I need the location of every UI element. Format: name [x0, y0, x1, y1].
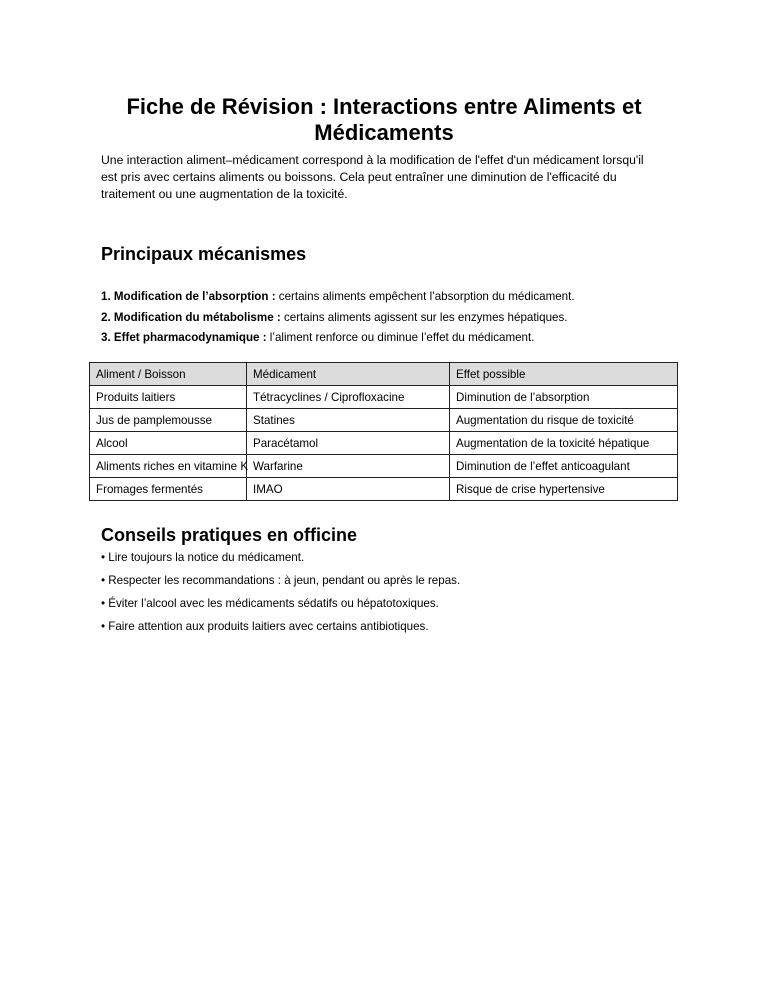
tips-heading: Conseils pratiques en officine [101, 525, 358, 545]
column-header: Médicament [247, 363, 450, 386]
table-header-row [90, 363, 678, 386]
mechanism-text: l’aliment renforce ou diminue l’effet du médicament. [266, 331, 535, 344]
mechanism-label: 3. Effet pharmacodynamique : [101, 331, 267, 344]
mechanism-label: 1. Modification de l’absorption : [101, 290, 276, 303]
mechanism-text: certains aliments agissent sur les enzymes hépatiques. [280, 310, 568, 324]
table-cell: Aliments riches en vitamine K [90, 455, 247, 478]
mechanisms-heading: Principaux mécanismes [101, 244, 307, 264]
table-row [90, 432, 678, 455]
table-row [90, 478, 678, 501]
table-cell: IMAO [247, 478, 450, 501]
table-cell: Jus de pamplemousse [90, 409, 247, 432]
tip-item: • Faire attention aux produits laitiers avec certains antibiotiques. [101, 620, 429, 633]
table-cell: Statines [247, 409, 450, 432]
table-row [90, 455, 678, 478]
table-cell: Warfarine [247, 455, 450, 478]
table-cell: Fromages fermentés [90, 478, 247, 501]
table-cell: Diminution de l’absorption [450, 386, 678, 409]
mechanism-text: certains aliments empêchent l’absorption du médicament. [275, 290, 575, 303]
table-cell: Augmentation du risque de toxicité [450, 409, 678, 432]
mechanism-item [101, 289, 575, 310]
tip-item: • Lire toujours la notice du médicament. [101, 551, 305, 564]
table-cell: Paracétamol [247, 432, 450, 455]
table-cell: Augmentation de la toxicité hépatique [450, 432, 678, 455]
table-cell: Diminution de l’effet anticoagulant [450, 455, 678, 478]
intro-paragraph: Une interaction aliment–médicament correspond à la modification de l'effet d'un médicament lorsqu'il est pris avec certains aliments ou boissons. Cela peut entraîner une diminution de l'efficacité du traitement ou une augmentation de la toxicité. [101, 153, 644, 201]
mechanism-item [101, 310, 575, 331]
tip-item: • Respecter les recommandations : à jeun, pendant ou après le repas. [101, 574, 461, 587]
column-header: Effet possible [450, 363, 678, 386]
tips-list [101, 550, 460, 642]
mechanisms-list [101, 289, 575, 351]
table-cell: Risque de crise hypertensive [450, 478, 678, 501]
mechanism-item [101, 330, 575, 351]
column-header: Aliment / Boisson [90, 363, 247, 386]
table-cell: Alcool [90, 432, 247, 455]
mechanism-label: 2. Modification du métabolisme : [101, 310, 281, 324]
page-title: Fiche de Révision : Interactions entre Aliments et Médicaments [126, 94, 642, 145]
tip-item: • Éviter l’alcool avec les médicaments sédatifs ou hépatotoxiques. [101, 597, 439, 610]
table-row [90, 386, 678, 409]
interactions-table [89, 362, 678, 501]
table-cell: Tétracyclines / Ciprofloxacine [247, 386, 450, 409]
table-cell: Produits laitiers [90, 386, 247, 409]
table-row [90, 409, 678, 432]
